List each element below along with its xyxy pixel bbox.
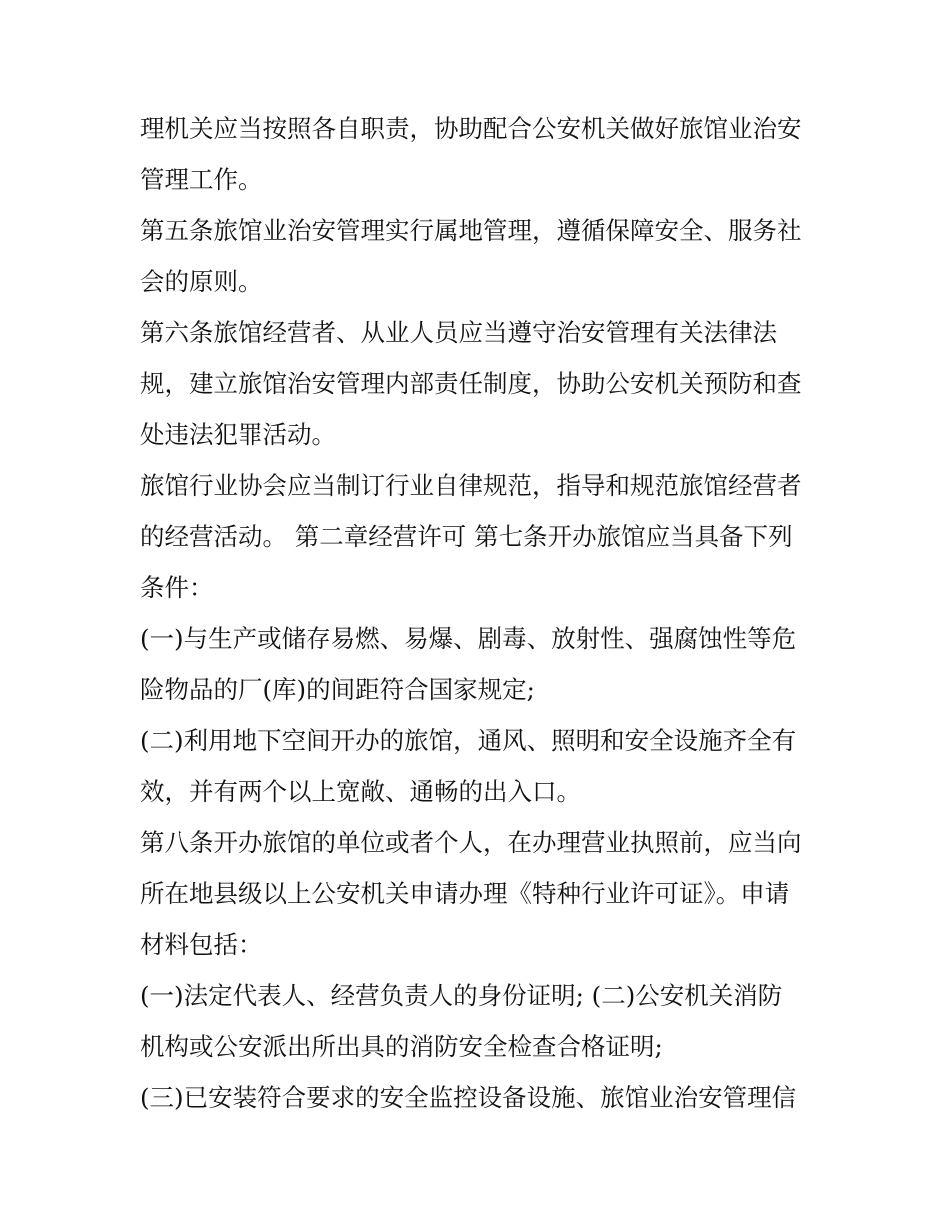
text-line: 会的原则。 bbox=[140, 267, 263, 296]
text-line: 理机关应当按照各自职责，协助配合公安机关做好旅馆业治安 bbox=[140, 114, 802, 143]
text-line: 条件： bbox=[140, 573, 214, 602]
text-line: 险物品的厂(库)的间距符合国家规定; bbox=[140, 675, 535, 704]
text-line: 处违法犯罪活动。 bbox=[140, 420, 336, 449]
text-line: (一)与生产或储存易燃、易爆、剧毒、放射性、强腐蚀性等危 bbox=[140, 624, 797, 653]
document-body bbox=[140, 103, 820, 1123]
text-line: 材料包括： bbox=[140, 930, 263, 959]
text-line: 机构或公安派出所出具的消防安全检查合格证明; bbox=[140, 1032, 663, 1061]
text-line: 第五条旅馆业治安管理实行属地管理，遵循保障安全、服务社 bbox=[140, 216, 802, 245]
text-line: 效，并有两个以上宽敞、通畅的出入口。 bbox=[140, 777, 581, 806]
text-line: 旅馆行业协会应当制订行业自律规范，指导和规范旅馆经营者 bbox=[140, 471, 802, 500]
text-line: 第八条开办旅馆的单位或者个人，在办理营业执照前，应当向 bbox=[140, 828, 802, 857]
text-line: (二)利用地下空间开办的旅馆，通风、照明和安全设施齐全有 bbox=[140, 726, 797, 755]
text-line: (三)已安装符合要求的安全监控设备设施、旅馆业治安管理信 bbox=[140, 1083, 797, 1112]
text-line: 管理工作。 bbox=[140, 165, 263, 194]
text-line: 的经营活动。 第二章经营许可 第七条开办旅馆应当具备下列 bbox=[140, 522, 793, 551]
text-line: (一)法定代表人、经营负责人的身份证明; (二)公安机关消防 bbox=[140, 981, 783, 1010]
text-line: 第六条旅馆经营者、从业人员应当遵守治安管理有关法律法 bbox=[140, 318, 777, 347]
text-line: 规，建立旅馆治安管理内部责任制度，协助公安机关预防和查 bbox=[140, 369, 802, 398]
text-line: 所在地县级以上公安机关申请办理《特种行业许可证》。申请 bbox=[140, 879, 790, 908]
